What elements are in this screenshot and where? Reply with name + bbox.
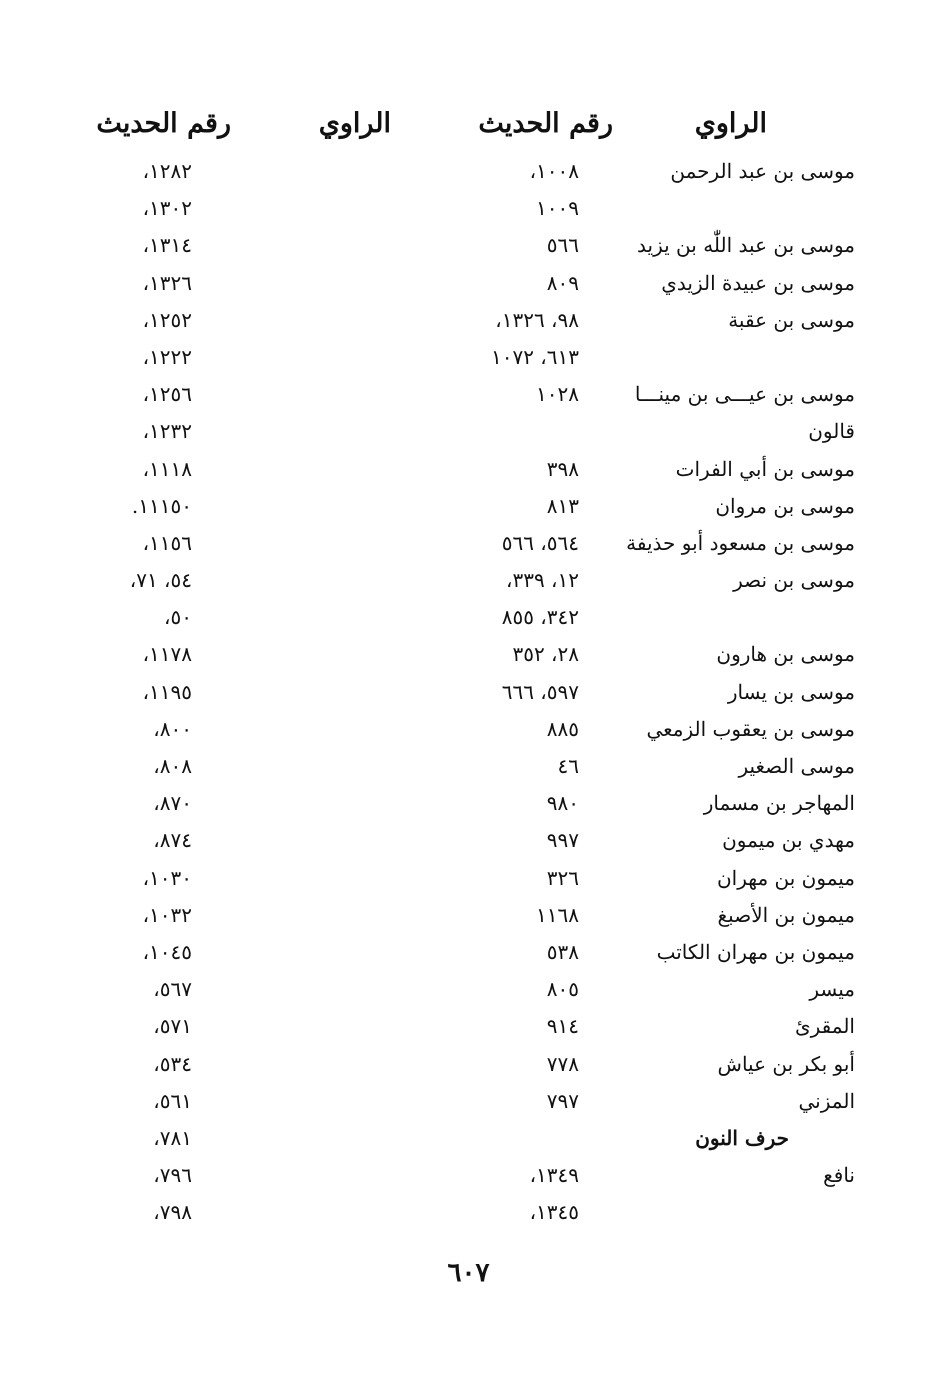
header-hadith-number-right: رقم الحديث (478, 108, 613, 139)
narrator-name: المزني (798, 1088, 855, 1113)
table-row (0, 971, 937, 1008)
table-row (0, 785, 937, 822)
hadith-numbers: ١٠٢٨ (536, 382, 579, 407)
hadith-numbers: ٩٨، ١٣٢٦، (495, 307, 579, 332)
hadith-numbers: ٣٢٦ (546, 865, 579, 890)
table-row (0, 153, 937, 190)
hadith-numbers-left-column: ٧٩٨، (153, 1200, 192, 1225)
table-row (0, 1008, 937, 1045)
hadith-numbers: ٧٩٧ (546, 1088, 579, 1113)
table-row (0, 488, 937, 525)
hadith-numbers-left-column: ١٢٥٦، (142, 382, 192, 407)
hadith-numbers: ١٠٠٩ (536, 196, 579, 221)
hadith-numbers: ٥٦٤، ٥٦٦ (501, 530, 579, 555)
hadith-numbers-left-column: ٥٧١، (153, 1014, 192, 1039)
narrator-name: موسى بن نصر (733, 568, 855, 593)
hadith-numbers-left-column: ٥٠، (164, 605, 192, 630)
narrator-name: موسى بن يعقوب الزمعي (646, 716, 855, 741)
hadith-numbers-left-column: ٧٨١، (153, 1125, 192, 1150)
table-row (0, 227, 937, 264)
hadith-numbers: ٨٠٩ (546, 270, 579, 295)
index-table (0, 153, 937, 1231)
table-row (0, 711, 937, 748)
hadith-numbers: ٩١٤ (546, 1014, 579, 1039)
table-row (0, 525, 937, 562)
hadith-numbers-left-column: ١٢٢٢، (142, 344, 192, 369)
table-row (0, 934, 937, 971)
hadith-numbers: ٨٨٥ (546, 716, 579, 741)
table-row (0, 339, 937, 376)
hadith-numbers-left-column: ٧٩٦، (153, 1163, 192, 1188)
hadith-numbers-left-column: ١١٧٨، (142, 642, 192, 667)
hadith-numbers: ٩٩٧ (546, 828, 579, 853)
hadith-numbers-left-column: ٨٠٨، (153, 754, 192, 778)
section-heading: حرف النون (695, 1125, 789, 1150)
hadith-numbers-left-column: ١٠٣٢، (142, 902, 192, 927)
hadith-numbers: ٥٦٦ (546, 233, 579, 258)
hadith-numbers-left-column: ١١٥٦، (142, 530, 192, 555)
hadith-numbers: ١١٦٨ (536, 902, 579, 927)
hadith-numbers-left-column: ١٢٨٢، (142, 159, 192, 183)
table-row (0, 1120, 937, 1157)
hadith-numbers: ٨١٣ (546, 493, 579, 518)
narrator-name: موسى بن عبد اللّٰه بن يزيد (637, 233, 855, 258)
narrator-name: موسى بن مروان (715, 493, 855, 518)
narrator-name: ميمون بن مهران (716, 865, 855, 890)
table-row (0, 1157, 937, 1194)
hadith-numbers-left-column: ١٣١٤، (142, 233, 192, 258)
hadith-numbers-left-column: ١١١٥٠. (131, 493, 192, 518)
narrator-name: موسى الصغير (738, 754, 855, 778)
hadith-numbers-left-column: ١٠٤٥، (142, 939, 192, 964)
table-row (0, 413, 937, 450)
table-row (0, 1083, 937, 1120)
hadith-numbers-left-column: ١٢٥٢، (142, 307, 192, 332)
hadith-numbers-left-column: ٨٧٠، (153, 791, 192, 816)
narrator-name: نافع (823, 1163, 855, 1188)
narrator-name: قالون (808, 419, 855, 444)
narrator-name: موسى بن مسعود أبو حذيفة (626, 530, 855, 555)
hadith-numbers: ١٠٠٨، (529, 159, 579, 183)
hadith-numbers-left-column: ٨٧٤، (153, 828, 192, 853)
hadith-numbers: ٢٨، ٣٥٢ (512, 642, 579, 667)
hadith-numbers: ٣٤٢، ٨٥٥ (501, 605, 579, 630)
narrator-name: موسى بن هارون (716, 642, 855, 667)
hadith-numbers: ٩٨٠ (546, 791, 579, 816)
narrator-name: موسى بن عيـــى بن مينـــا (634, 382, 855, 407)
page-number: ٦٠٧ (447, 1258, 490, 1288)
hadith-numbers: ٣٩٨ (546, 456, 579, 481)
narrator-name: موسى بن يسار (727, 679, 855, 704)
hadith-numbers-left-column: ١٢٣٢، (142, 419, 192, 444)
hadith-numbers-left-column: ٥٣٤، (153, 1051, 192, 1076)
table-row (0, 636, 937, 673)
narrator-name: المقرئ (794, 1014, 855, 1039)
hadith-numbers-left-column: ٨٠٠، (153, 716, 192, 741)
table-row (0, 562, 937, 599)
table-row (0, 376, 937, 413)
hadith-numbers-left-column: ٥٤، ٧١، (129, 568, 192, 593)
hadith-numbers-left-column: ١١١٨، (142, 456, 192, 481)
hadith-numbers: ١٢، ٣٣٩، (506, 568, 579, 593)
table-row (0, 897, 937, 934)
hadith-numbers-left-column: ٥٦٧، (153, 977, 192, 1002)
hadith-numbers: ٨٠٥ (546, 977, 579, 1002)
table-row (0, 860, 937, 897)
narrator-name: المهاجر بن مسمار (703, 791, 855, 816)
header-narrator-right: الراوي (694, 108, 767, 139)
table-row (0, 748, 937, 785)
table-row (0, 265, 937, 302)
hadith-numbers: ١٣٤٥، (529, 1200, 579, 1225)
narrator-name: موسى بن عبيدة الزيدي (661, 270, 855, 295)
narrator-name: موسى بن عبد الرحمن (670, 159, 855, 183)
table-row (0, 674, 937, 711)
hadith-numbers: ٧٧٨ (546, 1051, 579, 1076)
hadith-numbers-left-column: ١١٩٥، (142, 679, 192, 704)
narrator-name: موسى بن عقبة (728, 307, 855, 332)
hadith-numbers: ١٣٤٩، (529, 1163, 579, 1188)
hadith-numbers-left-column: ١٣٠٢، (142, 196, 192, 221)
hadith-numbers-left-column: ١٠٣٠، (142, 865, 192, 890)
narrator-name: ميسر (809, 977, 855, 1002)
hadith-numbers: ٥٩٧، ٦٦٦ (501, 679, 579, 704)
hadith-numbers-left-column: ٥٦١، (153, 1088, 192, 1113)
hadith-numbers-left-column: ١٣٢٦، (142, 270, 192, 295)
narrator-name: أبو بكر بن عياش (717, 1051, 855, 1076)
hadith-numbers: ٥٣٨ (546, 939, 579, 964)
narrator-name: موسى بن أبي الفرات (675, 456, 855, 481)
narrator-name: ميمون بن مهران الكاتب (656, 939, 855, 964)
header-narrator-left: الراوي (318, 108, 391, 139)
narrator-name: ميمون بن الأصبغ (717, 902, 855, 927)
header-hadith-number-left: رقم الحديث (96, 108, 231, 139)
table-row (0, 822, 937, 859)
table-row (0, 302, 937, 339)
table-row (0, 599, 937, 636)
hadith-numbers: ٤٦ (557, 754, 579, 778)
table-row (0, 190, 937, 227)
narrator-name: مهدي بن ميمون (722, 828, 855, 853)
hadith-numbers: ٦١٣، ١٠٧٢ (490, 344, 579, 369)
table-row (0, 1194, 937, 1231)
table-row (0, 451, 937, 488)
table-row (0, 1046, 937, 1083)
